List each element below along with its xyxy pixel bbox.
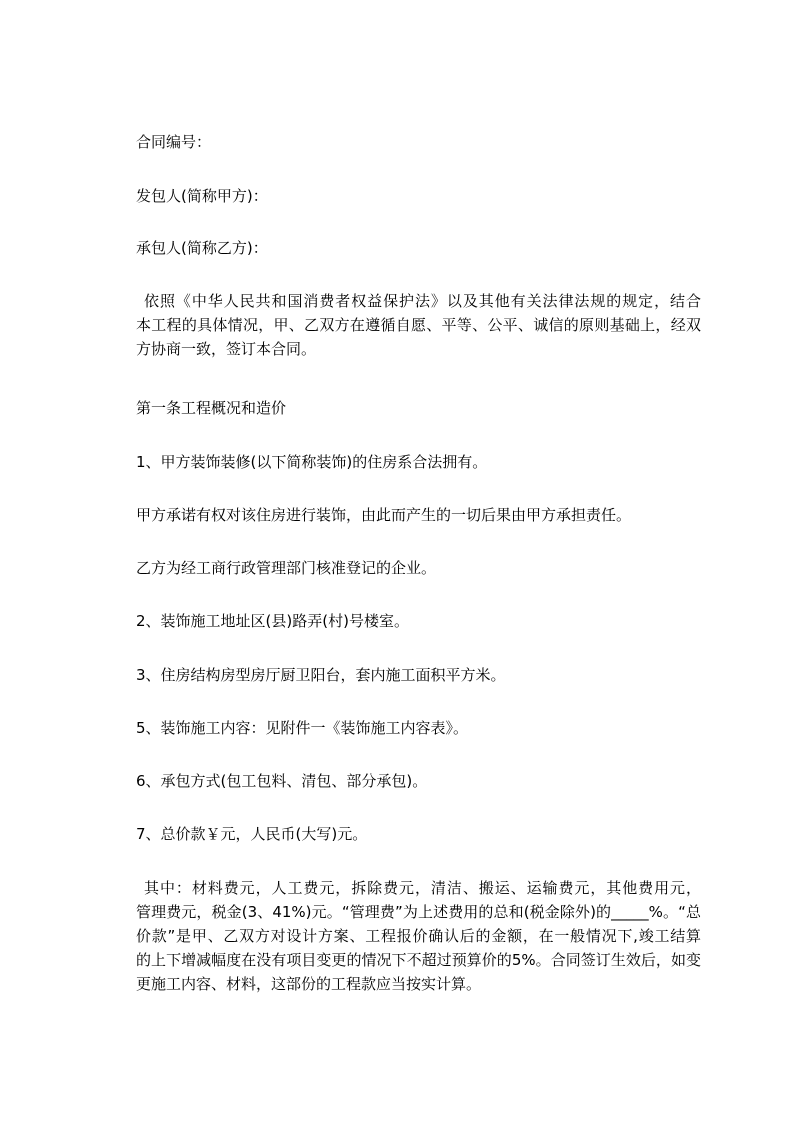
intro-line: 方协商一致，签订本合同。	[136, 340, 317, 358]
clause-item: 乙方为经工商行政管理部门核准登记的企业。	[136, 559, 437, 577]
cost-paragraph	[136, 876, 701, 996]
intro-paragraph	[136, 289, 701, 361]
cost-line: 其中：材料费元，人工费元，拆除费元，清洁、搬运、运输费元，其他费用元，	[144, 879, 701, 897]
cost-line: 更施工内容、材料，这部份的工程款应当按实计算。	[136, 975, 482, 993]
clause-item: 1、甲方装饰装修(以下简称装饰)的住房系合法拥有。	[136, 453, 488, 471]
intro-line: 本工程的具体情况，甲、乙双方在遵循自愿、平等、公平、诚信的原则基础上，经双	[136, 316, 701, 334]
article-1-title: 第一条工程概况和造价	[136, 399, 287, 417]
contract-number-field: 合同编号：	[136, 133, 212, 151]
cost-line: 价款”是甲、乙双方对设计方案、工程报价确认后的金额，在一般情况下,竣工结算	[136, 927, 701, 945]
employer-field: 发包人(简称甲方)：	[136, 187, 268, 205]
cost-line: 管理费元，税金(3、41%)元。“管理费”为上述费用的总和(税金除外)的_____%。“总	[136, 903, 701, 921]
contractor-field: 承包人(简称乙方)：	[136, 239, 268, 257]
clause-item: 2、装饰施工地址区(县)路弄(村)号楼室。	[136, 612, 409, 630]
clause-item: 5、装饰施工内容：见附件一《装饰施工内容表》。	[136, 719, 469, 737]
clause-item: 3、住房结构房型房厅厨卫阳台，套内施工面积平方米。	[136, 666, 506, 684]
clause-item: 7、总价款￥元，人民币(大写)元。	[136, 825, 368, 843]
clause-item: 甲方承诺有权对该住房进行装饰，由此而产生的一切后果由甲方承担责任。	[136, 506, 632, 524]
cost-line: 的上下增减幅度在没有项目变更的情况下不超过预算价的5%。合同签订生效后，如变	[136, 951, 701, 969]
intro-line: 依照《中华人民共和国消费者权益保护法》以及其他有关法律法规的规定，结合	[144, 292, 701, 310]
clause-item: 6、承包方式(包工包料、清包、部分承包)。	[136, 772, 428, 790]
